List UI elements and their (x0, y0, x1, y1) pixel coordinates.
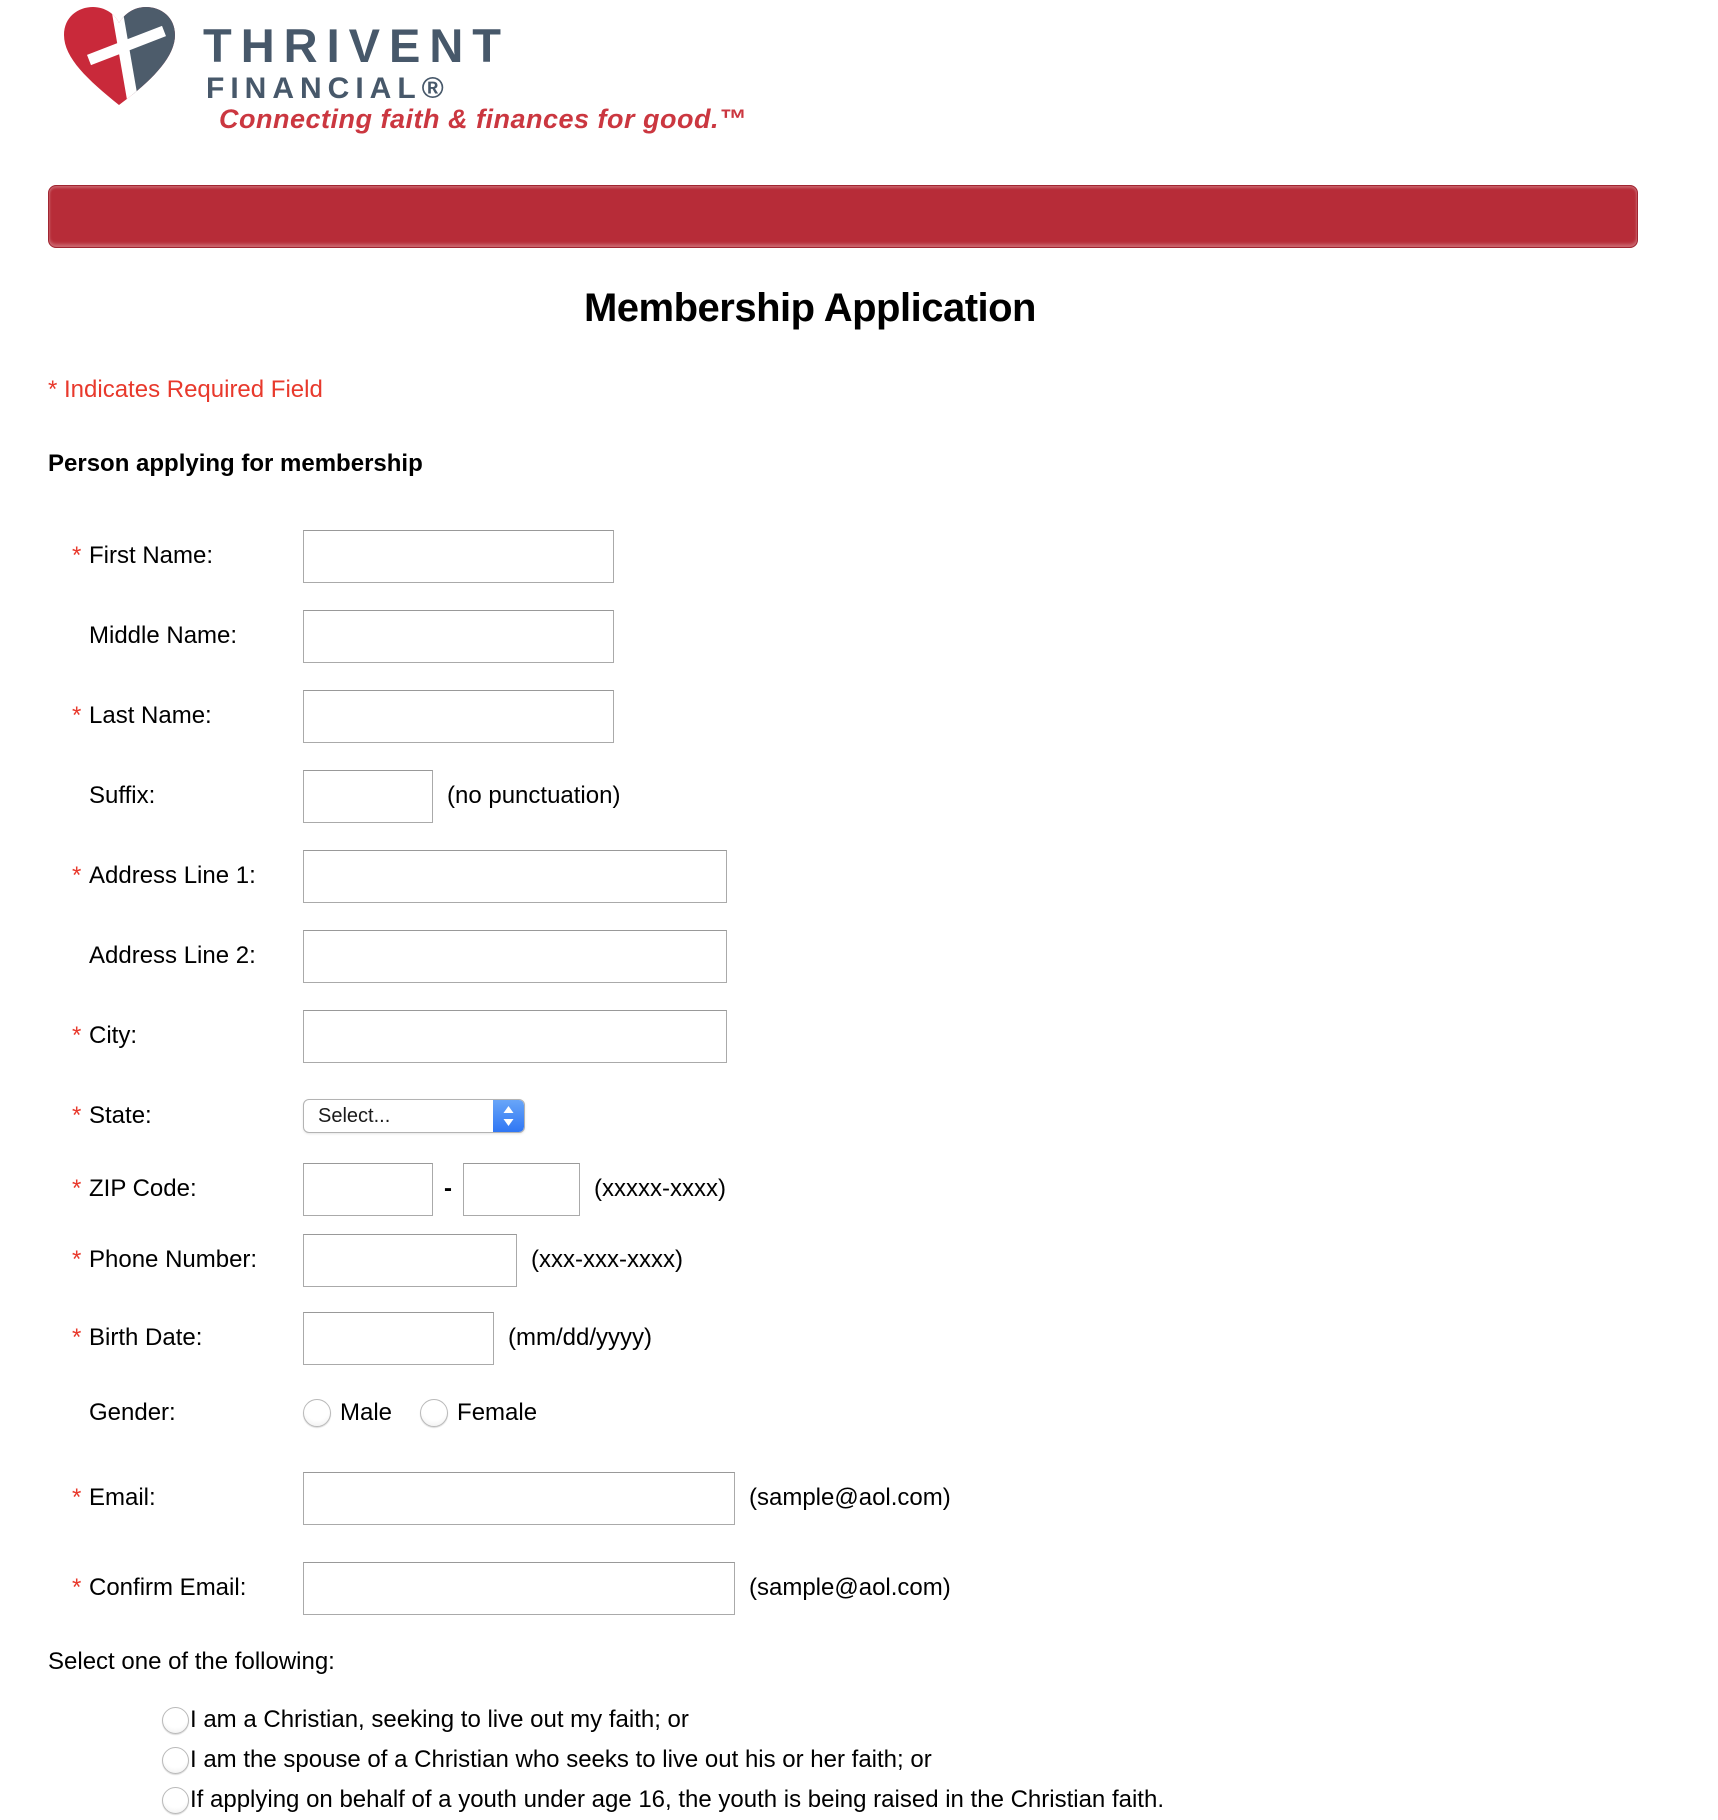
suffix-input[interactable] (303, 770, 433, 823)
middle-name-label: Middle Name: (89, 622, 238, 649)
membership-option-row (48, 1780, 1164, 1820)
confirm-email-label: * Confirm Email: (72, 1574, 247, 1601)
membership-option-3-radio[interactable] (162, 1787, 189, 1814)
middle-name-input[interactable] (303, 610, 614, 663)
membership-form (48, 516, 951, 1628)
email-input[interactable] (303, 1472, 735, 1525)
heart-cross-icon (58, 4, 180, 108)
membership-option-2-radio[interactable] (162, 1747, 189, 1774)
last-name-label: * Last Name: (72, 702, 212, 729)
address1-input[interactable] (303, 850, 727, 903)
required-marker: * (72, 1102, 82, 1129)
zip-input-main[interactable] (303, 1163, 433, 1216)
state-label: * State: (72, 1102, 152, 1129)
required-marker: * (72, 1246, 82, 1273)
birth-date-input[interactable] (303, 1312, 494, 1365)
confirm-email-row (48, 1548, 951, 1628)
required-marker: * (72, 702, 82, 729)
gender-radio-male[interactable] (303, 1399, 331, 1427)
required-note: * Indicates Required Field (48, 376, 323, 403)
city-row (48, 996, 951, 1076)
gender-label: Gender: (89, 1399, 176, 1426)
header-bar (48, 185, 1638, 248)
email-hint: (sample@aol.com) (749, 1484, 951, 1511)
page-title: Membership Application (583, 286, 1036, 330)
suffix-row (48, 756, 951, 836)
brand-name-secondary: FINANCIAL® (206, 72, 450, 105)
gender-row (48, 1378, 951, 1448)
phone-row (48, 1222, 951, 1298)
membership-option-3-label: If applying on behalf of a youth under age 16, the youth is being raised in the Christian faith. (190, 1786, 1164, 1813)
gender-options (303, 1399, 537, 1427)
thrivent-logo (58, 4, 180, 113)
required-marker: * (72, 542, 82, 569)
required-marker: * (72, 1324, 82, 1351)
suffix-label: Suffix: (89, 782, 156, 809)
zip-input-ext[interactable] (463, 1163, 580, 1216)
first-name-label: * First Name: (72, 542, 214, 569)
address1-label: * Address Line 1: (72, 862, 256, 889)
confirm-email-hint: (sample@aol.com) (749, 1574, 951, 1601)
last-name-input[interactable] (303, 690, 614, 743)
phone-input[interactable] (303, 1234, 517, 1287)
first-name-input[interactable] (303, 530, 614, 583)
confirm-email-input[interactable] (303, 1562, 735, 1615)
zip-hint: (xxxxx-xxxx) (594, 1175, 726, 1202)
membership-option-2-label: I am the spouse of a Christian who seeks to live out his or her faith; or (190, 1746, 932, 1773)
birth-date-hint: (mm/dd/yyyy) (508, 1324, 652, 1351)
section-heading: Person applying for membership (48, 450, 423, 477)
phone-hint: (xxx-xxx-xxxx) (531, 1246, 683, 1273)
gender-radio-female[interactable] (420, 1399, 448, 1427)
required-marker: * (72, 1574, 82, 1601)
zip-row (48, 1156, 951, 1222)
state-row (48, 1076, 951, 1156)
brand-tagline: Connecting faith & finances for good.™ (219, 104, 747, 134)
required-marker: * (72, 1175, 82, 1202)
last-name-row (48, 676, 951, 756)
address2-row (48, 916, 951, 996)
first-name-row (48, 516, 951, 596)
required-marker: * (72, 862, 82, 889)
city-label: * City: (72, 1022, 137, 1049)
state-select[interactable] (303, 1099, 525, 1133)
required-marker: * (72, 1484, 82, 1511)
middle-name-row (48, 596, 951, 676)
brand-name: THRIVENT (203, 19, 510, 72)
birth-date-row (48, 1298, 951, 1378)
birth-date-label: * Birth Date: (72, 1324, 203, 1351)
required-marker: * (72, 1022, 82, 1049)
membership-options (48, 1700, 1164, 1820)
select-stepper-icon (493, 1099, 524, 1133)
city-input[interactable] (303, 1010, 727, 1063)
suffix-hint: (no punctuation) (447, 782, 621, 809)
gender-male-label: Male (340, 1399, 393, 1426)
phone-label: * Phone Number: (72, 1246, 258, 1273)
zip-label: * ZIP Code: (72, 1175, 197, 1202)
membership-option-1-label: I am a Christian, seeking to live out my faith; or (190, 1706, 689, 1733)
membership-option-row (48, 1740, 1164, 1780)
address2-label: Address Line 2: (89, 942, 256, 969)
email-label: * Email: (72, 1484, 156, 1511)
state-select-value: Select... (318, 1104, 391, 1127)
email-row (48, 1448, 951, 1548)
membership-option-1-radio[interactable] (162, 1707, 189, 1734)
membership-options-prompt: Select one of the following: (48, 1648, 335, 1675)
membership-option-row (48, 1700, 1164, 1740)
address2-input[interactable] (303, 930, 727, 983)
gender-female-label: Female (457, 1399, 538, 1426)
zip-separator: - (444, 1175, 452, 1202)
address1-row (48, 836, 951, 916)
